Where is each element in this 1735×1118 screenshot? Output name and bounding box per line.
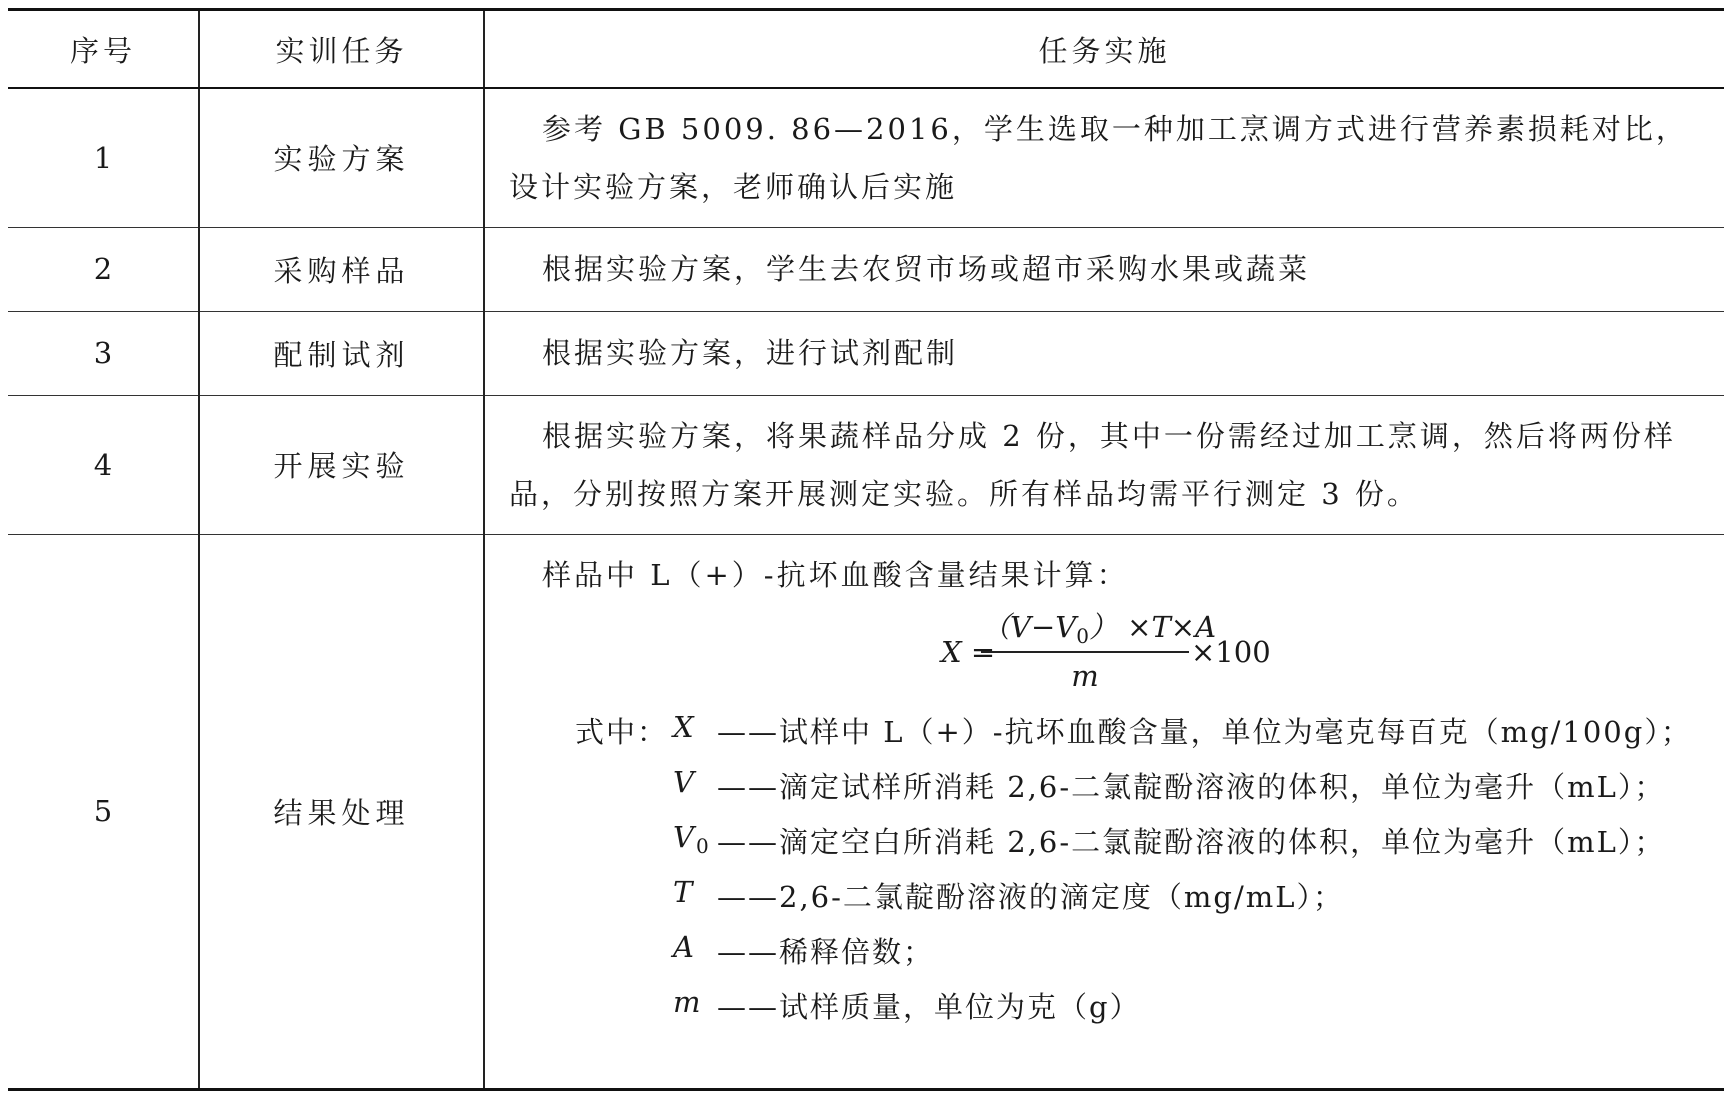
table-header-row — [8, 10, 1724, 89]
row-task: 结果处理 — [199, 534, 484, 1089]
legend-symbol: A — [673, 929, 696, 964]
legend-symbol: m — [673, 984, 703, 1019]
row-number: 3 — [8, 311, 199, 395]
formula-multiplier: ×100 — [1191, 634, 1271, 669]
calculation-cell — [484, 534, 1724, 1089]
row-number: 1 — [8, 88, 199, 227]
row-task: 开展实验 — [199, 395, 484, 534]
row-task: 采购样品 — [199, 227, 484, 311]
header-task: 实训任务 — [199, 10, 484, 89]
row-number: 4 — [8, 395, 199, 534]
variable-legend — [485, 535, 1724, 1088]
formula-lhs: X = — [941, 634, 996, 669]
formula-denominator: m — [1071, 658, 1099, 693]
row-implementation: 根据实验方案，将果蔬样品分成 2 份，其中一份需经过加工烹调，然后将两份样品，分别按照方案开展测定实验。所有样品均需平行测定 3 份。 — [484, 395, 1724, 534]
table-row — [8, 88, 1724, 227]
legend-symbol: T — [673, 874, 695, 909]
legend-definition: ——稀释倍数； — [717, 934, 935, 969]
legend-definition: ——2,6-二氯靛酚溶液的滴定度（mg/mL）； — [717, 879, 1345, 914]
legend-symbol: V — [673, 764, 696, 799]
table-row — [8, 227, 1724, 311]
legend-symbol: $V_0$ — [673, 819, 711, 858]
formula-numerator: $(V-V_0) \times T\times A$ — [981, 609, 1217, 648]
legend-definition: ——试样质量，单位为克（g） — [717, 989, 1141, 1024]
legend-definition: ——滴定试样所消耗 2,6-二氯靛酚溶液的体积，单位为毫升（mL）； — [717, 769, 1666, 804]
row-implementation: 根据实验方案，学生去农贸市场或超市采购水果或蔬菜 — [484, 227, 1724, 311]
legend-definition: ——滴定空白所消耗 2,6-二氯靛酚溶液的体积，单位为毫升（mL）； — [717, 824, 1666, 859]
table-row — [8, 534, 1724, 1089]
row-task: 实验方案 — [199, 88, 484, 227]
row-number: 5 — [8, 534, 199, 1089]
row-task: 配制试剂 — [199, 311, 484, 395]
header-seq: 序号 — [8, 10, 199, 89]
document-page — [8, 8, 1724, 1091]
row-number: 2 — [8, 227, 199, 311]
legend-definition: ——试样中 L（+）-抗坏血酸含量，单位为毫克每百克（mg/100g）； — [717, 714, 1692, 749]
calculation-intro: 样品中 L（+）-抗坏血酸含量结果计算： — [542, 557, 1129, 592]
table-row — [8, 395, 1724, 534]
row-implementation: 根据实验方案，进行试剂配制 — [484, 311, 1724, 395]
task-table — [8, 8, 1724, 1091]
legend-symbol: X — [673, 709, 696, 744]
table-row — [8, 311, 1724, 395]
legend-prefix: 式中： — [575, 714, 669, 749]
header-impl: 任务实施 — [484, 10, 1724, 89]
row-implementation: 参考 GB 5009. 86—2016，学生选取一种加工烹调方式进行营养素损耗对比，设计实验方案，老师确认后实施 — [484, 88, 1724, 227]
